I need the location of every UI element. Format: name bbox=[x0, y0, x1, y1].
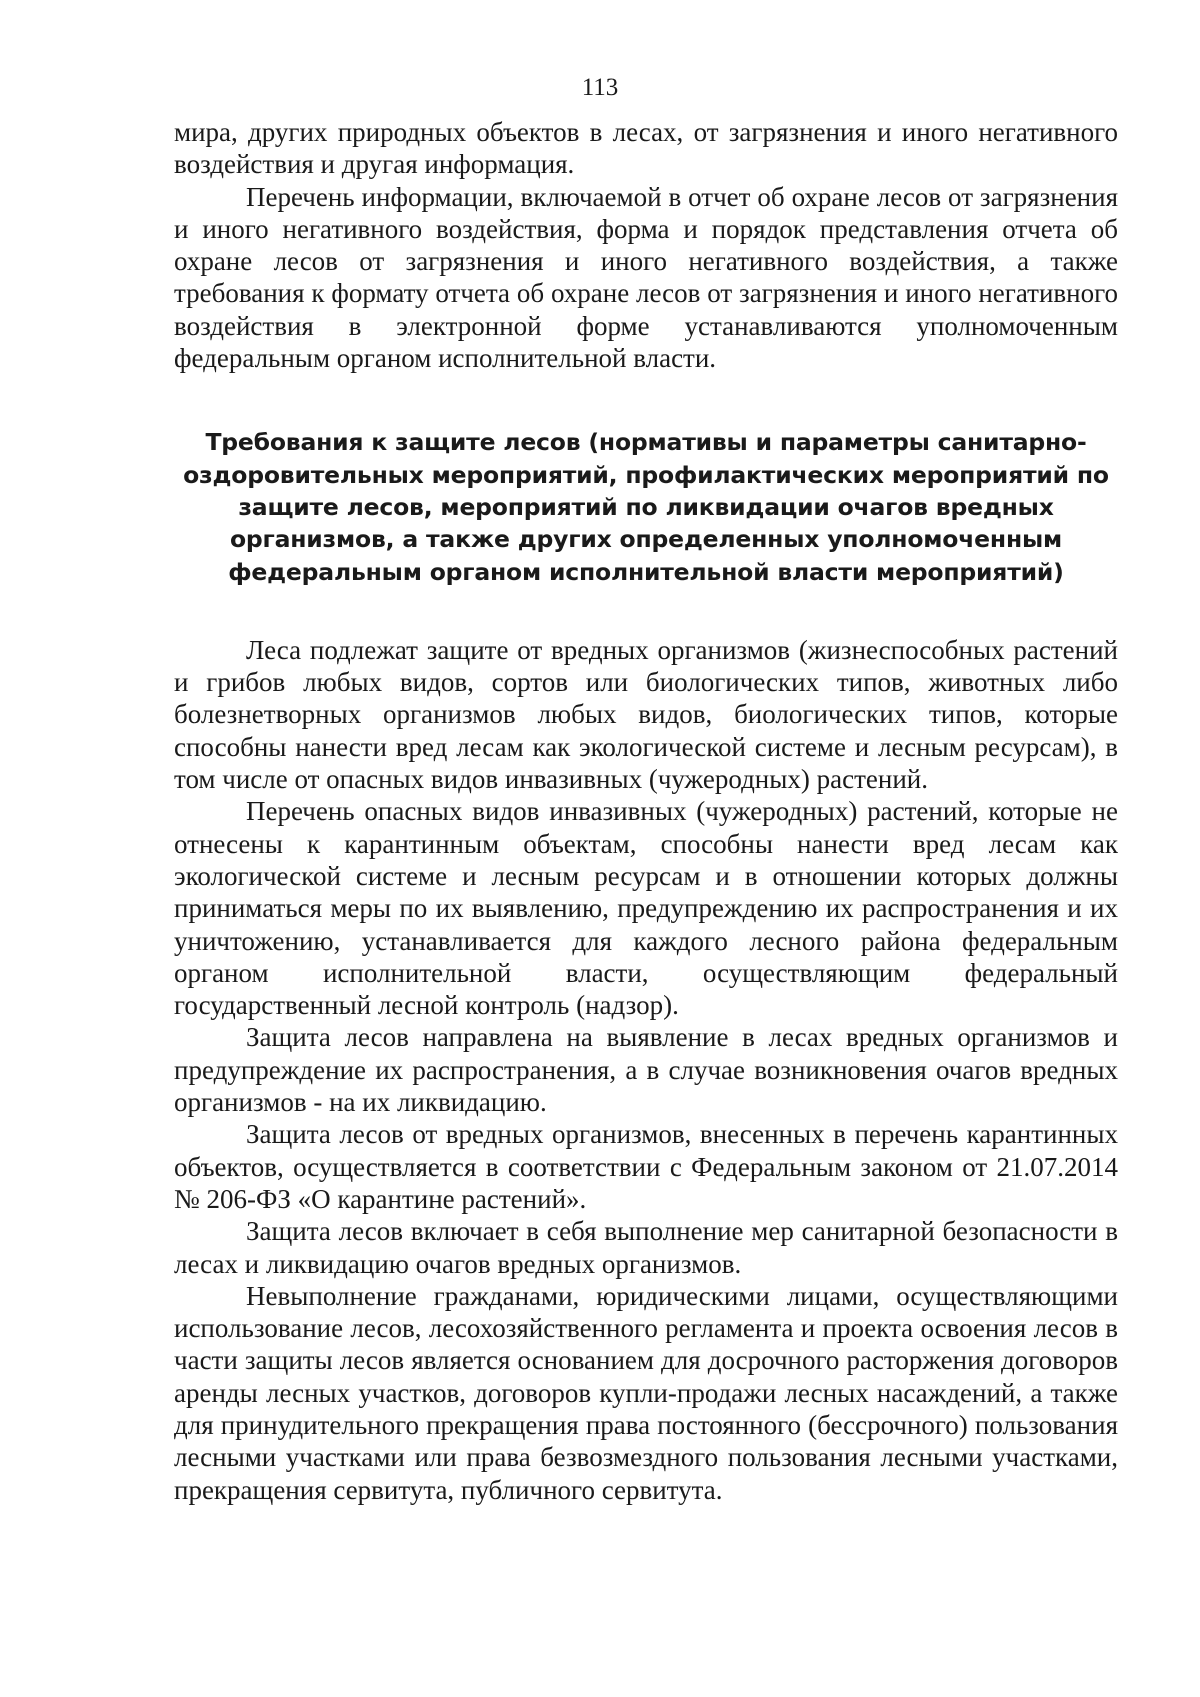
paragraph: Защита лесов включает в себя выполнение мер санитарной безопасности в лесах и ликвидацию очагов вредных организмов. bbox=[174, 1216, 1118, 1279]
paragraph: Леса подлежат защите от вредных организмов (жизнеспособных растений и грибов любых видов, сортов или биологических типов, животных либо болезнетворных организмов любых видов, биологических типов, которые способны нанести вред лесам как экологической системе и лесным ресурсам), в том числе от опасных видов инвазивных (чужеродных) растений. bbox=[174, 634, 1118, 795]
page-number: 113 bbox=[581, 74, 619, 101]
paragraph: Защита лесов направлена на выявление в лесах вредных организмов и предупреждение их распространения, а в случае возникновения очагов вредных организмов - на их ликвидацию. bbox=[174, 1022, 1118, 1118]
paragraph: Защита лесов от вредных организмов, внесенных в перечень карантинных объектов, осуществляется в соответствии с Федеральным законом от 21.07.2014 № 206-ФЗ «О карантине растений». bbox=[174, 1119, 1118, 1214]
paragraph-continuation: мира, других природных объектов в лесах, от загрязнения и иного негативного воздействия и другая информация. bbox=[174, 117, 1118, 180]
text-body bbox=[174, 116, 1118, 1506]
paragraph: Перечень информации, включаемой в отчет об охране лесов от загрязнения и иного негативного воздействия, форма и порядок представления отчета об охране лесов от загрязнения и иного негативного воздействия, а также требования к формату отчета об охране лесов от загрязнения и иного негативного воздействия в электронной форме устанавливаются уполномоченным федеральным органом исполнительной власти. bbox=[174, 181, 1118, 374]
paragraph: Перечень опасных видов инвазивных (чужеродных) растений, которые не отнесены к карантинным объектам, способны нанести вред лесам как экологической системе и лесным ресурсам и в отношении которых должны приниматься меры по их выявлению, предупреждению их распространения и их уничтожению, устанавливается для каждого лесного района федеральным органом исполнительной власти, осуществляющим федеральный государственный лесной контроль (надзор). bbox=[174, 796, 1118, 1021]
section-heading: Требования к защите лесов (нормативы и параметры санитарно-оздоровительных мероприятий, профилактических мероприятий по защите лесов, мероприятий по ликвидации очагов вредных организмов, а также других определенных уполномоченным федеральным органом исполнительной власти мероприятий) bbox=[183, 428, 1109, 586]
paragraph: Невыполнение гражданами, юридическими лицами, осуществляющими использование лесов, лесохозяйственного регламента и проекта освоения лесов в части защиты лесов является основанием для досрочного расторжения договоров аренды лесных участков, договоров купли-продажи лесных насаждений, а также для принудительного прекращения права постоянного (бессрочного) пользования лесными участками или права безвозмездного пользования лесными участками, прекращения сервитута, публичного сервитута. bbox=[174, 1280, 1118, 1505]
